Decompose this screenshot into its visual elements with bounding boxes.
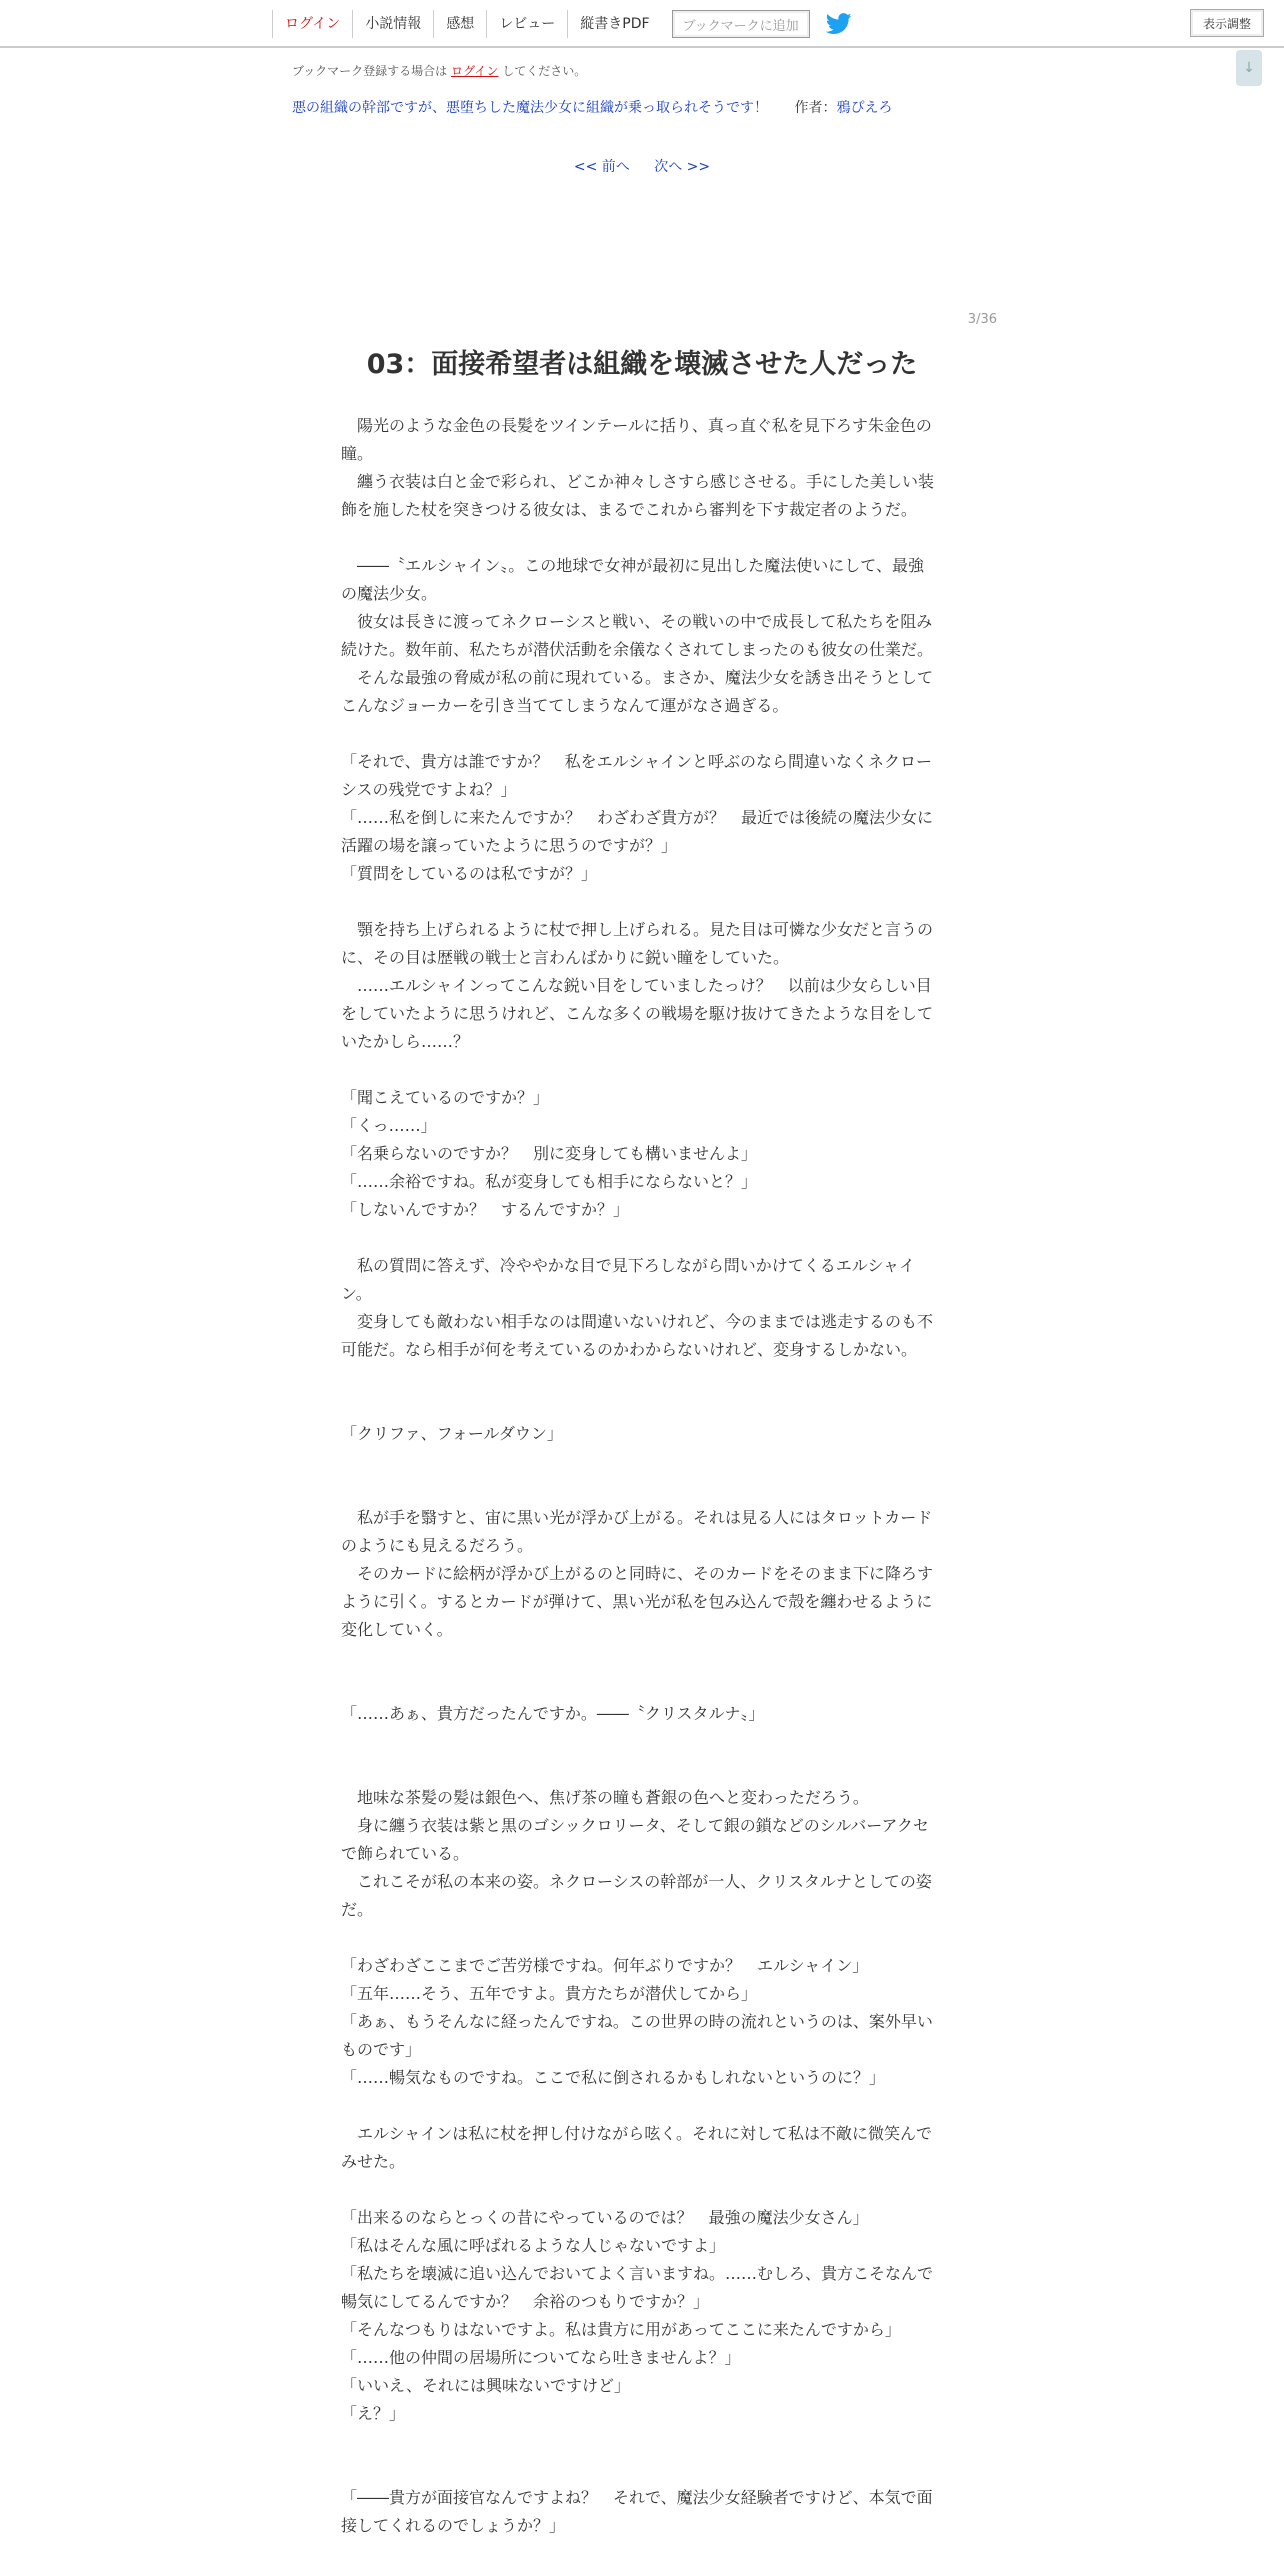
body-paragraph: 「……私を倒しに来たんですか？ わざわざ貴方が？ 最近では後続の魔法少女に活躍の場を譲っていたように思うのですが？」 [341, 808, 934, 855]
body-paragraph [341, 2092, 937, 2120]
body-paragraph [341, 1392, 937, 1420]
bookmark-note-login-link[interactable]: ログイン [451, 64, 499, 78]
body-paragraph [341, 524, 937, 552]
arrow-down-icon: ↓ [1243, 60, 1255, 76]
body-paragraph [341, 1476, 937, 1504]
bookmark-note-before: ブックマーク登録する場合は [292, 64, 448, 78]
vertical-pdf-link[interactable]: 縦書きPDF [567, 10, 661, 38]
body-paragraph: 陽光のような金色の長髪をツインテールに括り、真っ直ぐ私を見下ろす朱金色の瞳。 [341, 416, 932, 463]
body-paragraph: 顎を持ち上げられるように杖で押し上げられる。見た目は可憐な少女だと言うのに、その目は歴戦の戦士と言わんばかりに鋭い瞳をしていた。 [341, 920, 934, 967]
body-paragraph [341, 720, 937, 748]
body-paragraph [341, 1644, 937, 1672]
body-paragraph: 地味な茶髪の髪は銀色へ、焦げ茶の瞳も蒼銀の色へと変わっただろう。 [341, 1788, 869, 1807]
body-paragraph: 「え？」 [341, 2404, 406, 2423]
body-paragraph [341, 1756, 937, 1784]
chapter-pager [0, 156, 1284, 176]
body-paragraph: 「……余裕ですね。私が変身しても相手にならないと？」 [341, 1172, 758, 1191]
body-paragraph: 「……暢気なものですね。ここで私に倒されるかもしれないというのに？」 [341, 2068, 886, 2087]
top-navigation-bar [0, 0, 1284, 48]
body-paragraph: 「出来るのならとっくの昔にやっているのでは？ 最強の魔法少女さん」 [341, 2208, 869, 2227]
body-paragraph: 「あぁ、もうそんなに経ったんですね。この世界の時の流れというのは、案外早いものです」 [341, 2012, 933, 2059]
body-paragraph: ……エルシャインってこんな鋭い目をしていましたっけ？ 以前は少女らしい目をしていたように思うけれど、こんな多くの戦場を駆け抜けてきたような目をしていたかしら……？ [341, 976, 934, 1051]
novel-body [341, 412, 937, 2540]
prev-chapter-link[interactable]: << 前へ [573, 159, 630, 175]
author-label: 作者： [794, 100, 837, 116]
body-paragraph [341, 1728, 937, 1756]
bookmark-login-note [292, 62, 586, 79]
body-paragraph [341, 1924, 937, 1952]
body-paragraph: 私が手を翳すと、宙に黒い光が浮かび上がる。それは見る人にはタロットカードのようにも見えるだろう。 [341, 1508, 933, 1555]
body-paragraph [341, 1448, 937, 1476]
body-paragraph: 纏う衣装は白と金で彩られ、どこか神々しさすら感じさせる。手にした美しい装飾を施した杖を突きつける彼女は、まるでこれから審判を下す裁定者のようだ。 [341, 472, 934, 519]
author-link[interactable]: 鴉ぴえろ [836, 100, 893, 116]
body-paragraph: 「五年……そう、五年ですよ。貴方たちが潜伏してから」 [341, 1984, 758, 2003]
work-info [292, 97, 892, 117]
body-paragraph: 「名乗らないのですか？ 別に変身しても構いませんよ」 [341, 1144, 758, 1163]
review-link[interactable]: レビュー [486, 10, 567, 38]
add-bookmark-button[interactable]: ブックマークに追加 [672, 10, 810, 38]
body-paragraph: 「わざわざここまでご苦労様ですね。何年ぶりですか？ エルシャイン」 [341, 1956, 869, 1975]
scroll-down-button[interactable] [1236, 50, 1262, 86]
body-paragraph [341, 1224, 937, 1252]
body-paragraph: 「クリファ、フォールダウン」 [341, 1424, 563, 1443]
body-paragraph: 私の質問に答えず、冷ややかな目で見下ろしながら問いかけてくるエルシャイン。 [341, 1256, 916, 1303]
body-paragraph: そのカードに絵柄が浮かび上がるのと同時に、そのカードをそのまま下に降ろすように引く。するとカードが弾けて、黒い光が私を包み込んで殻を纏わせるように変化していく。 [341, 1564, 934, 1639]
body-paragraph: 「質問をしているのは私ですが？」 [341, 864, 598, 883]
body-paragraph: 「私はそんな風に呼ばれるような人じゃないですよ」 [341, 2236, 726, 2255]
display-settings-button[interactable]: 表示調整 [1190, 9, 1264, 37]
page-number: 3/36 [967, 312, 997, 327]
body-paragraph: 身に纏う衣装は紫と黒のゴシックロリータ、そして銀の鎖などのシルバーアクセで飾られている。 [341, 1816, 929, 1863]
body-paragraph [341, 2456, 937, 2484]
body-paragraph: 変身しても敵わない相手なのは間違いないけれど、今のままでは逃走するのも不可能だ。なら相手が何を考えているのかわからないけれど、変身するしかない。 [341, 1312, 934, 1359]
novel-title-link[interactable]: 悪の組織の幹部ですが、悪堕ちした魔法少女に組織が乗っ取られそうです！ [292, 100, 768, 116]
body-paragraph: 「私たちを壊滅に追い込んでおいてよく言いますね。……むしろ、貴方こそなんで暢気にしてるんですか？ 余裕のつもりですか？」 [341, 2264, 934, 2311]
body-paragraph: 「聞こえているのですか？」 [341, 1088, 550, 1107]
body-paragraph: ――〝エルシャイン〟。この地球で女神が最初に見出した魔法使いにして、最強の魔法少女。 [341, 556, 924, 603]
body-paragraph [341, 1056, 937, 1084]
body-paragraph [341, 888, 937, 916]
body-paragraph: 「そんなつもりはないですよ。私は貴方に用があってここに来たんですから」 [341, 2320, 901, 2339]
body-paragraph: 「いいえ、それには興味ないですけど」 [341, 2376, 630, 2395]
bookmark-note-after: してください。 [502, 64, 587, 78]
body-paragraph [341, 2428, 937, 2456]
body-paragraph [341, 1672, 937, 1700]
body-paragraph: 「くっ……」 [341, 1116, 437, 1135]
body-paragraph: 彼女は長きに渡ってネクローシスと戦い、その戦いの中で成長して私たちを阻み続けた。数年前、私たちが潜伏活動を余儀なくされてしまったのも彼女の仕業だ。 [341, 612, 934, 659]
body-paragraph: 「……あぁ、貴方だったんですか。――〝クリスタルナ〟」 [341, 1704, 765, 1723]
body-paragraph [341, 2176, 937, 2204]
body-paragraph: 「それで、貴方は誰ですか？ 私をエルシャインと呼ぶのなら間違いなくネクローシスの残党ですよね？」 [341, 752, 932, 799]
body-paragraph [341, 1364, 937, 1392]
body-paragraph: 「……他の仲間の居場所についてなら吐きませんよ？」 [341, 2348, 741, 2367]
chapter-title: 03：面接希望者は組織を壊滅させた人だった [366, 349, 918, 380]
body-paragraph: エルシャインは私に杖を押し付けながら呟く。それに対して私は不敵に微笑んでみせた。 [341, 2124, 932, 2171]
novel-info-link[interactable]: 小説情報 [352, 10, 433, 38]
twitter-bird-icon[interactable] [826, 13, 852, 35]
next-chapter-link[interactable]: 次へ >> [654, 159, 711, 175]
login-link[interactable]: ログイン [272, 10, 352, 38]
impressions-link[interactable]: 感想 [433, 10, 486, 38]
body-paragraph: 「――貴方が面接官なんですよね？ それで、魔法少女経験者ですけど、本気で面接してくれるのでしょうか？」 [341, 2488, 933, 2535]
body-paragraph: そんな最強の脅威が私の前に現れている。まさか、魔法少女を誘き出そうとしてこんなジョーカーを引き当ててしまうなんて運がなさ過ぎる。 [341, 668, 934, 715]
nav-menu [272, 8, 852, 40]
body-paragraph: 「しないんですか？ するんですか？」 [341, 1200, 630, 1219]
body-paragraph: これこそが私の本来の姿。ネクローシスの幹部が一人、クリスタルナとしての姿だ。 [341, 1872, 932, 1919]
